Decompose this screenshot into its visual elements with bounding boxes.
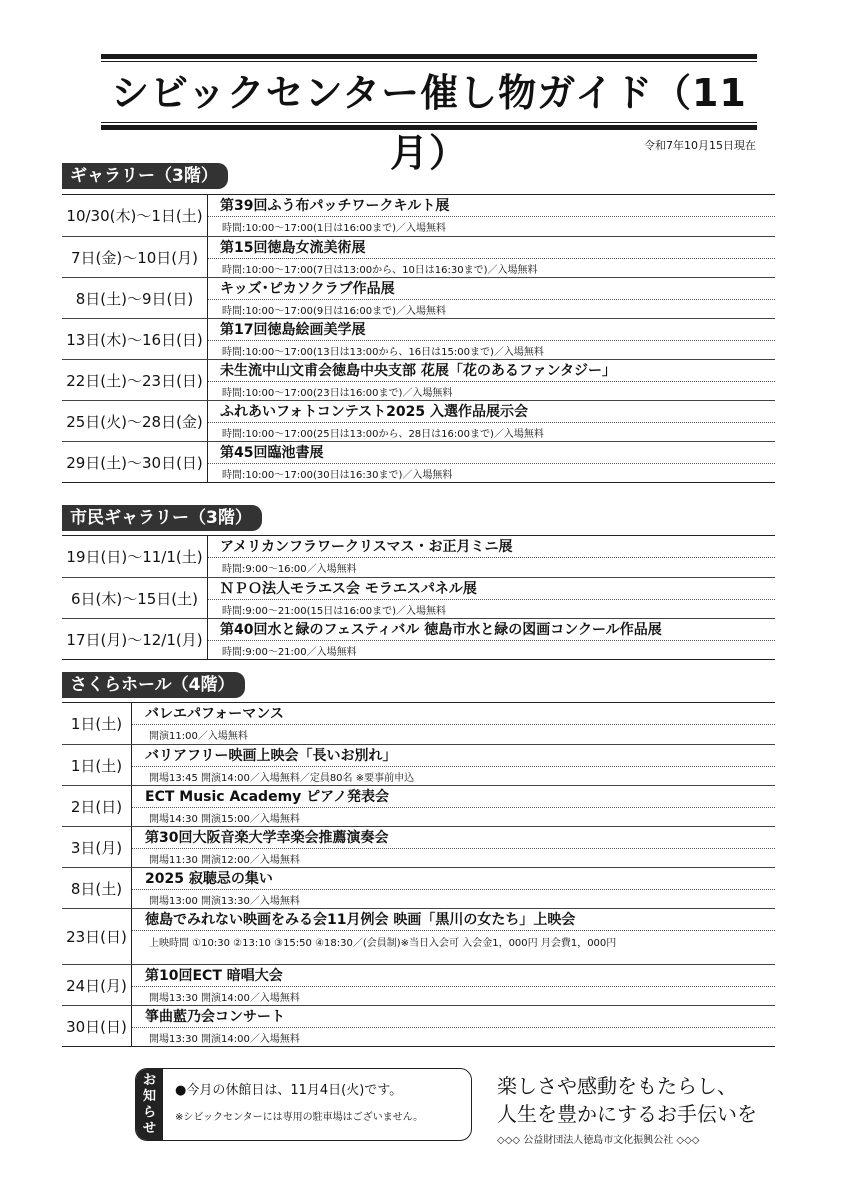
event-detail: 開場13:30 開演14:00／入場無料: [149, 1033, 300, 1045]
notice-tab-char: ら: [142, 1104, 156, 1120]
event-date: 13日(木)～16日(日): [62, 319, 208, 359]
event-title: 第30回大阪音楽大学幸楽会推薦演奏会: [132, 827, 775, 849]
slogan: [497, 1072, 757, 1128]
slogan-line: 人生を豊かにするお手伝いを: [497, 1102, 757, 1126]
closed-day-notice: ●今月の休館日は、11月4日(火)です。: [175, 1083, 403, 1098]
organization-name: ◇◇◇ 公益財団法人徳島市文化振興公社 ◇◇◇: [497, 1135, 700, 1146]
slogan-line: 楽しさや感動をもたらし、: [497, 1074, 737, 1098]
event-title: 第15回徳島女流美術展: [208, 237, 775, 259]
table-row: [62, 703, 775, 744]
title-rule: [101, 61, 757, 62]
table-row: [62, 195, 775, 236]
event-date: 25日(火)～28日(金): [62, 401, 208, 441]
table-row: [62, 826, 775, 867]
event-date: 1日(土): [62, 703, 132, 744]
table-row: [62, 785, 775, 826]
event-date: 23日(日): [62, 909, 132, 964]
event-date: 24日(月): [62, 965, 132, 1005]
event-detail: 時間:10:00～17:00(7日は13:00から、10日は16:30まで)／入場無料: [222, 264, 538, 276]
title-rule: [101, 54, 757, 59]
section-heading-sakura-hall: さくらホール（4階）: [62, 672, 245, 698]
notice-tab: [136, 1069, 163, 1140]
event-title: バレエパフォーマンス: [132, 703, 775, 725]
event-detail: 時間:10:00～17:00(13日は13:00から、16日は15:00まで)／入場無料: [222, 346, 544, 358]
event-detail: 開場13:45 開演14:00／入場無料／定員80名 ※要事前申込: [149, 772, 415, 784]
event-detail: 時間:9:00～21:00(15日は16:00まで)／入場無料: [222, 605, 446, 617]
section-heading-gallery: ギャラリー（3階）: [62, 163, 228, 189]
table-row: [62, 236, 775, 277]
event-title: 箏曲藍乃会コンサート: [132, 1006, 775, 1028]
event-detail: 時間:10:00～17:00(25日は13:00から、28日は16:00まで)／入場無料: [222, 428, 544, 440]
event-date: 17日(月)～12/1(月): [62, 619, 208, 659]
table-row: [62, 577, 775, 618]
table-row: [62, 618, 775, 659]
event-title: アメリカンフラワークリスマス・お正月ミニ展: [208, 536, 775, 558]
event-detail: 開場13:30 開演14:00／入場無料: [149, 992, 300, 1004]
sakura-hall-table: [62, 702, 775, 1047]
notice-tab-char: 知: [142, 1088, 156, 1104]
event-date: 3日(月): [62, 827, 132, 867]
event-detail: 時間:10:00～17:00(1日は16:00まで)／入場無料: [222, 222, 446, 234]
event-date: 30日(日): [62, 1006, 132, 1046]
event-detail: 時間:10:00～17:00(30日は16:30まで)／入場無料: [222, 469, 453, 481]
event-date: 7日(金)～10日(月): [62, 237, 208, 277]
event-date: 29日(土)～30日(日): [62, 442, 208, 482]
page-title: シビックセンター催し物ガイド（11月）: [111, 71, 747, 175]
table-row: [62, 908, 775, 964]
event-detail: 開場11:30 開演12:00／入場無料: [149, 854, 300, 866]
notice-box: [135, 1068, 472, 1141]
event-date: 6日(木)～15日(土): [62, 578, 208, 618]
event-title: 2025 寂聴忌の集い: [132, 868, 775, 890]
event-title: 第17回徳島絵画美学展: [208, 319, 775, 341]
event-detail: 上映時間 ①10:30 ②13:10 ③15:50 ④18:30／(会員制)※当日入会可 入会金1，000円 月会費1，000円: [149, 937, 617, 949]
citizen-gallery-table: [62, 535, 775, 660]
as-of-date: 令和7年10月15日現在: [644, 139, 756, 152]
table-row: [62, 400, 775, 441]
section-heading-citizen-gallery: 市民ギャラリー（3階）: [62, 505, 262, 531]
event-title: 第45回臨池書展: [208, 442, 775, 464]
event-date: 10/30(木)～1日(土): [62, 195, 208, 236]
event-title: ECT Music Academy ピアノ発表会: [132, 786, 775, 808]
notice-tab-char: せ: [142, 1120, 156, 1136]
table-row: [62, 964, 775, 1005]
event-title: 未生流中山文甫会徳島中央支部 花展「花のあるファンタジー」: [208, 360, 775, 382]
title-rule: [101, 125, 757, 130]
table-row: [62, 277, 775, 318]
event-detail: 時間:10:00～17:00(9日は16:00まで)／入場無料: [222, 305, 446, 317]
event-title: 第39回ふう布パッチワークキルト展: [208, 195, 775, 217]
table-row: [62, 318, 775, 359]
table-row: [62, 536, 775, 577]
event-date: 19日(日)～11/1(土): [62, 536, 208, 577]
event-date: 8日(土)～9日(日): [62, 278, 208, 318]
event-detail: 開場14:30 開演15:00／入場無料: [149, 813, 300, 825]
notice-tab-char: お: [142, 1072, 156, 1088]
parking-notice: ※シビックセンターには専用の駐車場はございません。: [175, 1112, 424, 1123]
table-row: [62, 359, 775, 400]
event-title: ふれあいフォトコンテスト2025 入選作品展示会: [208, 401, 775, 423]
event-detail: 時間:10:00～17:00(23日は16:00まで)／入場無料: [222, 387, 453, 399]
gallery-table: [62, 194, 775, 483]
event-title: キッズ･ピカソクラブ作品展: [208, 278, 775, 300]
event-title: 第10回ECT 暗唱大会: [132, 965, 775, 987]
event-title: 第40回水と緑のフェスティバル 徳島市水と緑の図画コンクール作品展: [208, 619, 775, 641]
event-date: 8日(土): [62, 868, 132, 908]
event-detail: 開場13:00 開演13:30／入場無料: [149, 895, 300, 907]
table-row: [62, 441, 775, 482]
event-date: 22日(土)～23日(日): [62, 360, 208, 400]
event-title: 徳島でみれない映画をみる会11月例会 映画「黒川の女たち」上映会: [132, 909, 775, 931]
event-date: 2日(日): [62, 786, 132, 826]
event-title: バリアフリー映画上映会「長いお別れ」: [132, 745, 775, 767]
event-detail: 時間:9:00～21:00／入場無料: [222, 646, 357, 658]
title-rule: [101, 122, 757, 123]
event-title: ＮＰＯ法人モラエス会 モラエスパネル展: [208, 578, 775, 600]
table-row: [62, 1005, 775, 1046]
table-row: [62, 744, 775, 785]
event-date: 1日(土): [62, 745, 132, 785]
table-row: [62, 867, 775, 908]
event-detail: 開演11:00／入場無料: [149, 730, 248, 742]
event-detail: 時間:9:00～16:00／入場無料: [222, 563, 357, 575]
